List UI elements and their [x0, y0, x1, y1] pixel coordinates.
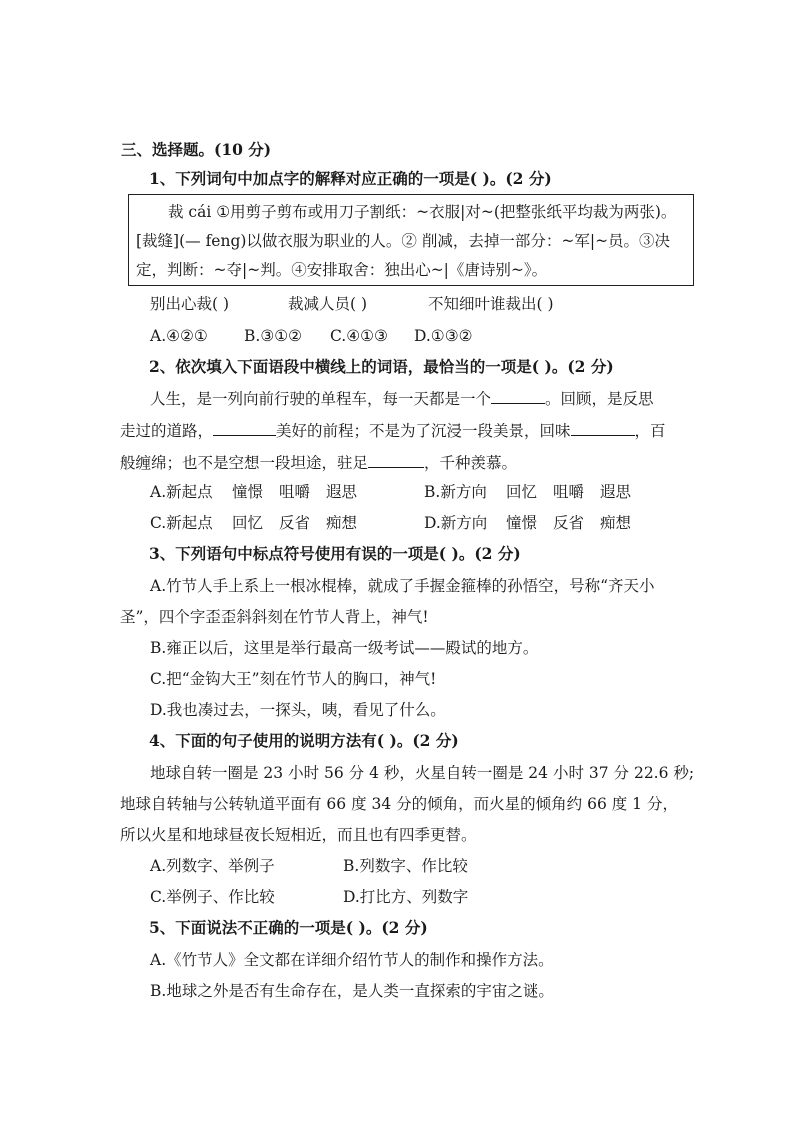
option-word: 遐思	[600, 483, 632, 501]
definition-line-1: 裁 cái ①用剪子剪布或用刀子割纸：~衣服|对~(把整张纸平均裁为两张)。	[168, 203, 677, 221]
option-word: B.新方向	[424, 483, 487, 501]
q1-option-d: D.①③②	[414, 327, 473, 345]
blank	[571, 419, 635, 436]
q3-option-a-line-2: 圣”，四个字歪歪斜斜刻在竹节人背上，神气!	[120, 608, 429, 626]
q1-option-a: A.④②①	[150, 327, 208, 345]
option-word: 遐思	[326, 483, 358, 501]
q3-option-b: B.雍正以后，这里是举行最高一级考试——殿试的地方。	[150, 639, 539, 657]
option-word: 反省	[279, 514, 311, 532]
q2-option-c	[150, 512, 357, 534]
option-word: 咀嚼	[279, 483, 311, 501]
option-word: 憧憬	[232, 483, 264, 501]
definition-line-3: 定，判断：~夺|~判。④安排取舍：独出心~|《唐诗别~》。	[136, 261, 548, 279]
q4-option-a: A.列数字、举例子	[150, 857, 275, 875]
option-word: A.新起点	[150, 483, 213, 501]
q2-passage-line-1	[150, 387, 654, 410]
blank	[368, 451, 424, 468]
q1-item-3: 不知细叶谁裁出( )	[428, 295, 554, 313]
option-word: 憧憬	[506, 514, 538, 532]
option-word: D.新方向	[424, 514, 488, 532]
q2-text: 人生，是一列向前行驶的单程车，每一天都是一个	[150, 390, 492, 408]
blank	[213, 419, 276, 436]
q4-passage-line-2: 地球自转轴与公转轨道平面有 66 度 34 分的倾角，而火星的倾角约 66 度 1 分，	[120, 795, 678, 813]
question-1-stem: 1、下列词句中加点字的解释对应正确的一项是( )。(2 分)	[149, 169, 552, 188]
q2-text: 般缠绵；也不是空想一段坦途，驻足	[120, 454, 369, 472]
q3-option-c: C.把“金钩大王”刻在竹节人的胸口，神气!	[150, 670, 437, 688]
definition-line-2: [裁缝](— feng)以做衣服为职业的人。② 削减，去掉一部分：~军|~员。③决	[136, 232, 671, 250]
q1-option-c: C.④①③	[330, 327, 388, 345]
option-word: 回忆	[506, 483, 538, 501]
q2-text: ，千种羡慕。	[424, 454, 518, 472]
q3-option-a-line-1: A.竹节人手上系上一根冰棍棒，就成了手握金箍棒的孙悟空，号称“齐天小	[150, 577, 655, 595]
q2-option-a	[150, 481, 357, 503]
option-word: 回忆	[232, 514, 264, 532]
q2-text: 。回顾，是反思	[545, 390, 654, 408]
q4-option-c: C.举例子、作比较	[150, 888, 275, 906]
q1-item-1: 别出心裁( )	[150, 295, 230, 313]
q3-option-d: D.我也凑过去，一探头，咦，看见了什么。	[150, 701, 446, 719]
q1-item-2: 裁减人员( )	[288, 295, 368, 313]
q2-text: 美好的前程；不是为了沉浸一段美景，回味	[276, 422, 571, 440]
q4-option-b: B.列数字、作比较	[343, 857, 468, 875]
question-4-stem: 4、下面的句子使用的说明方法有( )。(2 分)	[149, 731, 459, 750]
q2-text: 走过的道路，	[120, 422, 214, 440]
option-word: C.新起点	[150, 514, 213, 532]
q2-option-d	[424, 512, 631, 534]
option-word: 反省	[553, 514, 585, 532]
question-2-stem: 2、依次填入下面语段中横线上的词语，最恰当的一项是( )。(2 分)	[149, 357, 614, 376]
q4-option-d: D.打比方、列数字	[343, 888, 469, 906]
option-word: 痴想	[600, 514, 632, 532]
q5-option-a: A.《竹节人》全文都在详细介绍竹节人的制作和操作方法。	[150, 951, 554, 969]
q2-passage-line-3	[120, 451, 517, 474]
option-word: 痴想	[326, 514, 358, 532]
section-title: 三、选择题。(10 分)	[121, 140, 272, 159]
question-3-stem: 3、下列语句中标点符号使用有误的一项是( )。(2 分)	[149, 544, 521, 563]
q2-text: ，百	[634, 422, 666, 440]
question-5-stem: 5、下面说法不正确的一项是( )。(2 分)	[149, 918, 428, 937]
blank	[491, 387, 545, 404]
q4-passage-line-3: 所以火星和地球昼夜长短相近，而且也有四季更替。	[120, 826, 477, 844]
q2-passage-line-2	[120, 419, 666, 442]
q1-option-b: B.③①②	[244, 327, 303, 345]
q5-option-b: B.地球之外是否有生命存在，是人类一直探索的宇宙之谜。	[150, 982, 554, 1000]
option-word: 咀嚼	[553, 483, 585, 501]
q4-passage-line-1: 地球自转一圈是 23 小时 56 分 4 秒，火星自转一圈是 24 小时 37 分 22.6 秒;	[150, 764, 695, 782]
q2-option-b	[424, 481, 631, 503]
